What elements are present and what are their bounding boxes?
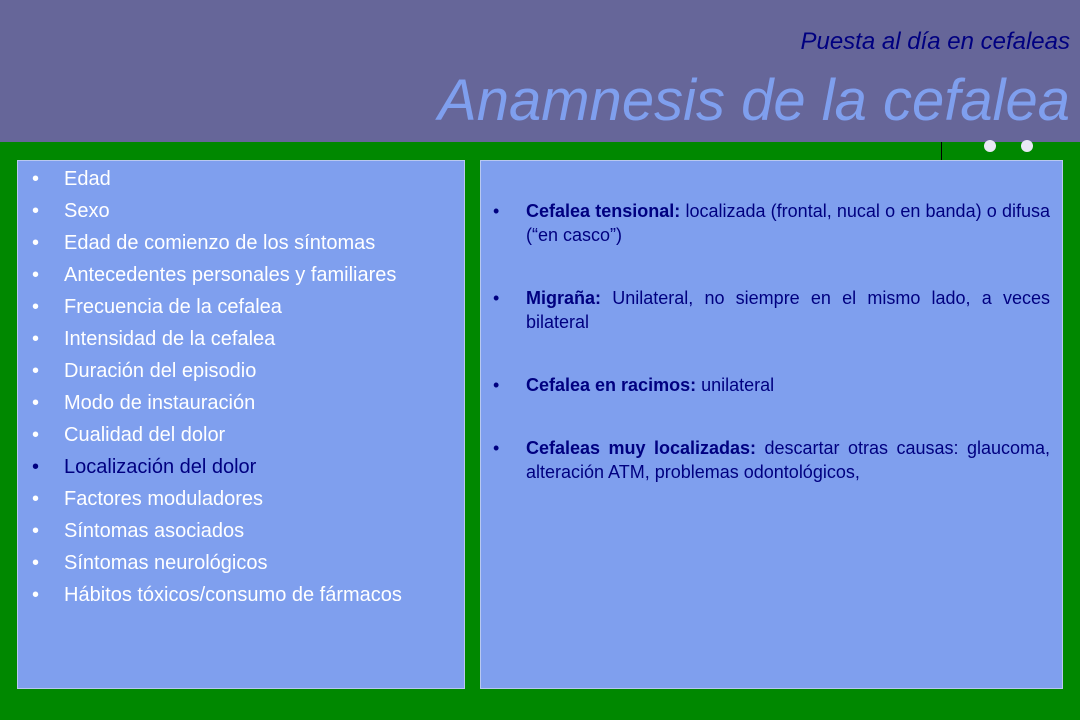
list-item-text: Sexo xyxy=(64,200,110,222)
headache-type-term: Cefaleas muy localizadas: xyxy=(526,438,757,458)
bullet: • xyxy=(32,392,40,414)
list-item xyxy=(18,167,464,192)
list-item xyxy=(18,519,464,544)
headache-type-description: descartar otras causas: glaucoma, alteración ATM, problemas odontológicos, xyxy=(526,438,1050,482)
headache-type-description: unilateral xyxy=(696,375,775,395)
list-item-text: Factores moduladores xyxy=(64,488,263,510)
headache-type-term: Cefalea en racimos: xyxy=(526,375,697,395)
list-item xyxy=(481,373,1062,397)
list-item-text: Antecedentes personales y familiares xyxy=(64,264,397,286)
bullet: • xyxy=(32,552,40,574)
list-item-text: Localización del dolor xyxy=(64,456,257,478)
headache-type-description: localizada (frontal, nucal o en banda) o difusa (“en casco”) xyxy=(526,201,1050,245)
list-item xyxy=(18,199,464,224)
decorative-dot xyxy=(1021,140,1033,152)
decorative-line xyxy=(941,142,942,160)
list-item xyxy=(18,583,464,608)
bullet: • xyxy=(32,296,40,318)
list-item-text: Edad xyxy=(64,168,111,190)
list-item xyxy=(18,263,464,288)
list-item xyxy=(18,391,464,416)
anamnesis-items-panel xyxy=(17,160,465,689)
bullet: • xyxy=(32,488,40,510)
slide-subtitle: Puesta al día en cefaleas xyxy=(800,28,1070,55)
bullet: • xyxy=(32,584,40,606)
list-item xyxy=(481,286,1062,334)
bullet: • xyxy=(32,360,40,382)
list-item xyxy=(18,327,464,352)
headache-types-list xyxy=(481,161,1062,484)
anamnesis-list xyxy=(18,161,464,608)
bullet: • xyxy=(32,424,40,446)
list-item-text: Modo de instauración xyxy=(64,392,256,414)
bullet: • xyxy=(493,201,500,221)
bullet: • xyxy=(493,375,500,395)
bullet: • xyxy=(32,456,40,478)
bullet: • xyxy=(493,438,500,458)
bullet: • xyxy=(32,168,40,190)
bullet: • xyxy=(493,288,500,308)
list-item xyxy=(481,436,1062,484)
list-item xyxy=(18,423,464,448)
bullet: • xyxy=(32,200,40,222)
list-item xyxy=(18,455,464,480)
bullet: • xyxy=(32,328,40,350)
list-item xyxy=(18,551,464,576)
list-item xyxy=(18,487,464,512)
list-item-text: Cualidad del dolor xyxy=(64,424,226,446)
headache-type-term: Migraña: xyxy=(526,288,602,308)
list-item-text: Síntomas neurológicos xyxy=(64,552,268,574)
list-item xyxy=(481,199,1062,247)
headache-localization-panel xyxy=(480,160,1063,689)
list-item-text: Intensidad de la cefalea xyxy=(64,328,276,350)
bullet: • xyxy=(32,520,40,542)
list-item-text: Duración del episodio xyxy=(64,360,257,382)
list-item xyxy=(18,231,464,256)
list-item-text: Edad de comienzo de los síntomas xyxy=(64,232,376,254)
list-item xyxy=(18,295,464,320)
slide-title: Anamnesis de la cefalea xyxy=(438,68,1070,133)
list-item-text: Frecuencia de la cefalea xyxy=(64,296,282,318)
list-item xyxy=(18,359,464,384)
decorative-dot xyxy=(984,140,996,152)
header-band xyxy=(0,0,1080,142)
list-item-text: Hábitos tóxicos/consumo de fármacos xyxy=(64,584,402,606)
headache-type-description: Unilateral, no siempre en el mismo lado, a veces bilateral xyxy=(526,288,1050,332)
list-item-text: Síntomas asociados xyxy=(64,520,245,542)
bullet: • xyxy=(32,264,40,286)
headache-type-term: Cefalea tensional: xyxy=(526,201,681,221)
bullet: • xyxy=(32,232,40,254)
